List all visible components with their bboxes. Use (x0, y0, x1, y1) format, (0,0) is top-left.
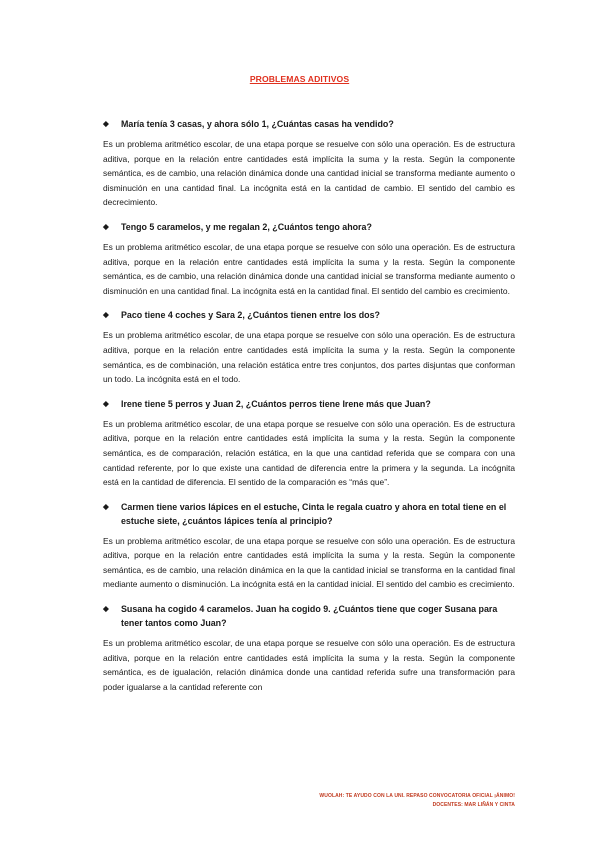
problem-answer: Es un problema aritmético escolar, de una etapa porque se resuelve con sólo una operación. Es de estructura aditiva, porque en la relación entre cantidades está implícita la suma y la resta. Según la componente semántica, es de cambio, una relación dinámica en la que la cantidad inicial se transforma en la cantidad final mediante aumento o disminución. La incógnita está en la cantidad inicial. El sentido del cambio es crecimiento. (103, 535, 515, 590)
problem-item (103, 397, 515, 490)
problem-item (103, 500, 515, 592)
problem-question (103, 220, 515, 234)
problem-question (103, 117, 515, 131)
question-text: Tengo 5 caramelos, y me regalan 2, ¿Cuántos tengo ahora? (121, 221, 372, 232)
problem-answer: Es un problema aritmético escolar, de una etapa porque se resuelve con sólo una operación. Es de estructura aditiva, porque en la relación entre cantidades está implícita la suma y la resta. Según la componente semántica, es de igualación, relación dinámica donde una cantidad referida sufre una transformación para poder igualarse a la cantidad referente con (103, 638, 515, 692)
problem-question (103, 500, 515, 528)
question-text: Paco tiene 4 coches y Sara 2, ¿Cuántos tienen entre los dos? (121, 310, 380, 321)
problem-item (103, 220, 515, 298)
problem-answer: Es un problema aritmético escolar, de una etapa porque se resuelve con sólo una operación. Es de estructura aditiva, porque en la relación entre cantidades está implícita la suma y la resta. Según la componente semántica, es de comparación, relación estática, en la que una cantidad referida que se compara con una cantidad referente, por lo que existe una cantidad de diferencia entre la primera y la segunda. La incógnita está en la cantidad de diferencia. El sentido de la comparación es “más que”. (103, 418, 515, 488)
question-text: Susana ha cogido 4 caramelos. Juan ha cogido 9. ¿Cuántos tiene que coger Susana para tener tantos como Juan? (121, 604, 498, 629)
problem-item (103, 308, 515, 386)
diamond-bullet-icon: ◆ (103, 119, 109, 128)
problem-answer: Es un problema aritmético escolar, de una etapa porque se resuelve con sólo una operación. Es de estructura aditiva, porque en la relación entre cantidades está implícita la suma y la resta. Según la componente semántica, es de cambio, una relación dinámica donde una cantidad inicial se transforma mediante aumento o disminución en una cantidad final. La incógnita está en la cantidad final. El sentido del cambio es crecimiento. (103, 241, 515, 296)
page-footer (319, 792, 515, 810)
diamond-bullet-icon: ◆ (103, 501, 109, 511)
diamond-bullet-icon: ◆ (103, 310, 109, 320)
problem-question (103, 602, 515, 630)
question-text: María tenía 3 casas, y ahora sólo 1, ¿Cuántas casas ha vendido? (121, 119, 394, 129)
problem-question (103, 397, 515, 411)
page-title: PROBLEMAS ADITIVOS (249, 74, 350, 84)
question-text: Irene tiene 5 perros y Juan 2, ¿Cuántos perros tiene Irene más que Juan? (121, 398, 431, 409)
diamond-bullet-icon: ◆ (103, 398, 109, 408)
footer-line-2: DOCENTES: MAR LIÑÁN Y CINTA (432, 802, 515, 808)
footer-line-1: WUOLAH: TE AYUDO CON LA UNI. REPASO CONVOCATORIA OFICIAL ¡ÁNIMO! (319, 793, 515, 799)
question-text: Carmen tiene varios lápices en el estuche, Cinta le regala cuatro y ahora en total tiene en el estuche siete, ¿cuántos lápices tenía al principio? (121, 501, 507, 526)
problem-item (103, 117, 515, 210)
problem-answer: Es un problema aritmético escolar, de una etapa porque se resuelve con sólo una operación. Es de estructura aditiva, porque en la relación entre cantidades está implícita la suma y la resta. Según la componente semántica, es de combinación, una relación estática entre tres conjuntos, dos partes disjuntas que conforman un todo. La incógnita está en el todo. (103, 330, 515, 385)
problem-question (103, 308, 515, 322)
problem-list (103, 117, 515, 704)
diamond-bullet-icon: ◆ (103, 604, 109, 614)
problem-answer: Es un problema aritmético escolar, de una etapa porque se resuelve con sólo una operación. Es de estructura aditiva, porque en la relación entre cantidades está implícita la suma y la resta. Según la componente semántica, es de cambio, una relación dinámica donde una cantidad inicial se transforma mediante aumento o disminución en una cantidad final. La incógnita está en la cantidad de cambio. El sentido del cambio es decrecimiento. (103, 139, 515, 208)
problem-item (103, 602, 515, 694)
diamond-bullet-icon: ◆ (103, 221, 109, 231)
